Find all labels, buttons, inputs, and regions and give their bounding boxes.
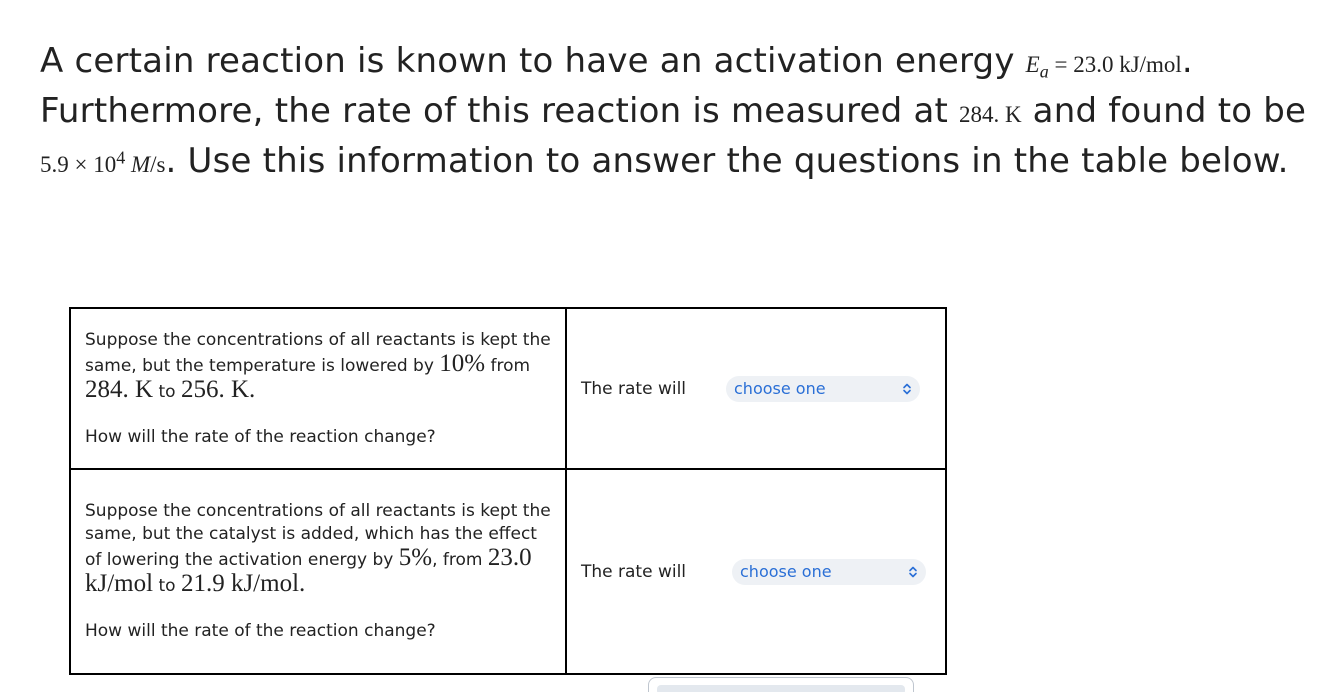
period: . xyxy=(249,375,256,403)
measured-rate xyxy=(40,147,166,177)
ea-value: = 23.0 kJ/mol xyxy=(1048,52,1182,77)
spacer xyxy=(85,404,551,426)
question-line: Suppose the concentrations of all reactants is kept the same, but the temperature is lowered by xyxy=(85,329,551,376)
question-row xyxy=(70,469,946,674)
question-text xyxy=(85,329,551,404)
answer-cell xyxy=(566,469,946,674)
problem-statement xyxy=(40,38,1315,188)
intro-text-3: and found to be xyxy=(1021,91,1307,131)
percent-change: 10% xyxy=(439,349,486,377)
question-cell xyxy=(70,308,566,469)
activation-energy-expression xyxy=(1025,52,1182,82)
spacer xyxy=(85,598,551,620)
question-line: Suppose the concentrations of all reactants is kept the same, but the catalyst is added, which has the effect of lowering the activation energy by xyxy=(85,501,551,570)
rate-coefficient: 5.9 × 10 xyxy=(40,152,117,177)
from-word: , from xyxy=(432,550,488,570)
to-value: 256. K xyxy=(180,375,249,403)
intro-text-1: A certain reaction is known to have an activation energy xyxy=(40,41,1026,81)
from-word: from xyxy=(485,355,531,376)
rate-change-select[interactable] xyxy=(726,376,920,402)
answer-cell xyxy=(566,308,946,469)
to-word: to xyxy=(153,576,181,596)
select-value: choose one xyxy=(734,379,826,398)
rate-change-select[interactable] xyxy=(732,559,926,585)
to-word: to xyxy=(153,381,181,402)
percent-change: 5% xyxy=(398,544,433,571)
question-cell xyxy=(70,469,566,674)
question-text xyxy=(85,500,551,598)
from-value: 284. K xyxy=(85,375,154,403)
question-row xyxy=(70,308,946,469)
button-fill xyxy=(657,685,905,692)
intro-text-2: . Furthermore, the rate of this reaction is measured at xyxy=(40,41,1193,131)
period: . xyxy=(299,570,306,597)
rate-unit-m: M xyxy=(130,152,151,177)
answer-row xyxy=(567,559,945,585)
answer-label: The rate will xyxy=(581,561,687,582)
ea-subscript: a xyxy=(1039,61,1049,82)
up-down-chevron-icon xyxy=(902,382,912,396)
measured-temperature: 284. K xyxy=(959,102,1022,127)
answer-label: The rate will xyxy=(581,378,687,399)
partial-button-below[interactable] xyxy=(648,677,914,692)
rate-unit-s: /s xyxy=(150,152,166,177)
up-down-chevron-icon xyxy=(908,565,918,579)
rate-exponent: 4 xyxy=(116,147,126,168)
question-table xyxy=(69,307,947,675)
ea-symbol: E xyxy=(1025,52,1040,77)
answer-row xyxy=(567,376,945,402)
select-value: choose one xyxy=(740,562,832,581)
question-ask: How will the rate of the reaction change? xyxy=(85,621,436,641)
to-value: 21.9 kJ/mol xyxy=(180,570,300,597)
from-value: 23.0 kJ/mol xyxy=(85,544,532,597)
question-ask: How will the rate of the reaction change? xyxy=(85,426,436,447)
intro-text-4: . Use this information to answer the questions in the table below. xyxy=(165,141,1289,181)
